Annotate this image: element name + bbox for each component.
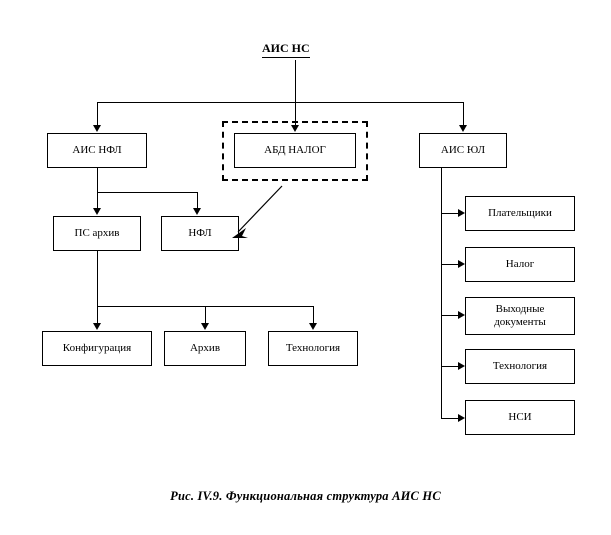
connector-ps-arhiv-down xyxy=(97,251,98,306)
arrowhead-tehnologiya-right xyxy=(458,362,465,370)
node-konfiguraciya[interactable]: Конфигурация xyxy=(42,331,152,366)
node-ps-arhiv[interactable]: ПС архив xyxy=(53,216,141,251)
node-tehnologiya-right[interactable]: Технология xyxy=(465,349,575,384)
arrowhead-nsi xyxy=(458,414,465,422)
node-nsi[interactable]: НСИ xyxy=(465,400,575,435)
arrowhead-arhiv xyxy=(201,323,209,330)
arrowhead-ais-yul xyxy=(459,125,467,132)
arrowhead-nfl xyxy=(193,208,201,215)
connector-bus-to-ais-yul xyxy=(463,102,464,127)
connector-root-to-bus xyxy=(295,60,296,102)
connector-ais-nfl-down xyxy=(97,168,98,192)
connector-ais-nfl-bus xyxy=(97,192,197,193)
connector-bus-to-ais-nfl xyxy=(97,102,98,127)
node-platelshiki[interactable]: Плательщики xyxy=(465,196,575,231)
connector-abd-nalog-to-nfl xyxy=(218,178,288,248)
connector-bus-top xyxy=(97,102,463,103)
figure-caption: Рис. IV.9. Функциональная структура АИС НС xyxy=(170,489,441,503)
arrowhead-nalog xyxy=(458,260,465,268)
arrowhead-konfiguraciya xyxy=(93,323,101,330)
node-ais-nfl[interactable]: АИС НФЛ xyxy=(47,133,147,168)
arrowhead-ais-nfl xyxy=(93,125,101,132)
node-tehnologiya-left[interactable]: Технология xyxy=(268,331,358,366)
arrowhead-ps-arhiv xyxy=(93,208,101,215)
node-ais-yul[interactable]: АИС ЮЛ xyxy=(419,133,507,168)
node-abd-nalog[interactable]: АБД НАЛОГ xyxy=(234,133,356,168)
arrowhead-platelshiki xyxy=(458,209,465,217)
node-nalog[interactable]: Налог xyxy=(465,247,575,282)
arrowhead-vyhodnye-dokumenty xyxy=(458,311,465,319)
root-node-label: АИС НС xyxy=(262,41,310,58)
node-vyhodnye-dokumenty[interactable]: Выходные документы xyxy=(465,297,575,335)
node-nfl[interactable]: НФЛ xyxy=(161,216,239,251)
connector-ais-yul-spine xyxy=(441,168,442,419)
arrowhead-tehnologiya-left xyxy=(309,323,317,330)
node-arhiv[interactable]: Архив xyxy=(164,331,246,366)
